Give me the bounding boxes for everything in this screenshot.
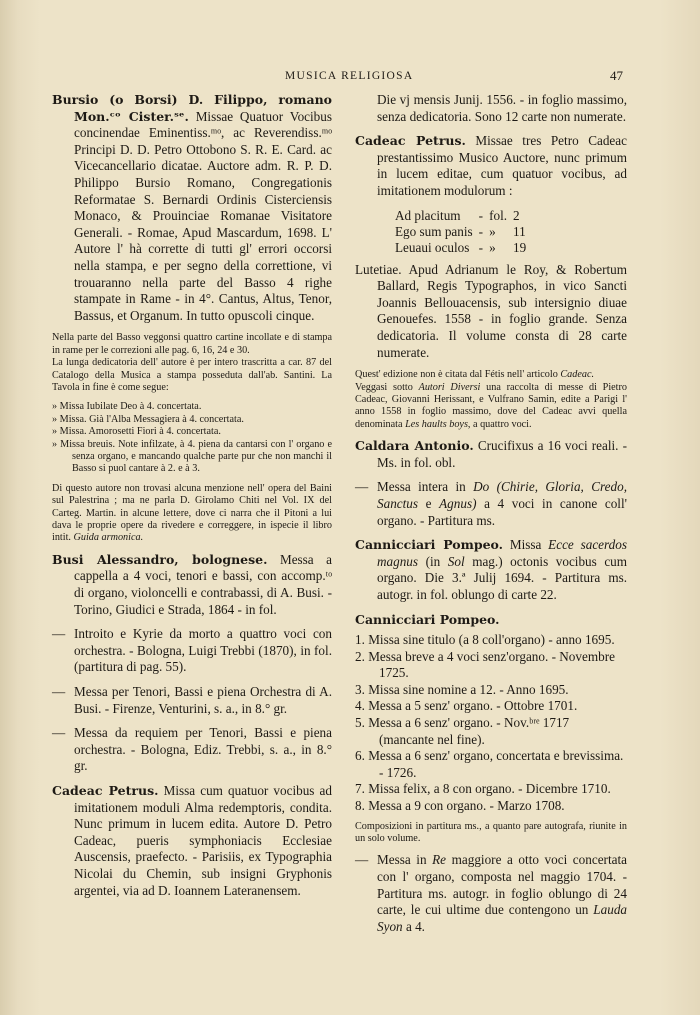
note-block	[355, 821, 627, 846]
list-item: 6. Messa a 6 senz' organo, concertata e brevissima. - 1726.	[355, 748, 624, 780]
table-row: Leuaui oculos - » 19	[395, 239, 527, 255]
entry-cannicciari: Cannicciari Pompeo. Missa Ecce sacerdos magnus (in Sol mag.) octonis vocibus cum organo. Die 3.ª Julij 1694. - Partitura ms. autogr. in fol. oblungo di carte 22.	[355, 537, 628, 602]
list-item: 5. Messa a 6 senz' organo. - Nov.ᵇʳᵉ 1717 (mancante nel fine).	[355, 715, 570, 747]
entry-busi	[52, 552, 332, 618]
list-item: 2. Messa breve a 4 voci senz'organo. - Novembre 1725.	[355, 648, 615, 681]
table-row: Ad placitum - fol. 2	[395, 207, 520, 223]
list-item: » Missa Iubilate Deo à 4. concertata.	[52, 401, 202, 413]
list-item: » Missa. Già l'Alba Messagiera à 4. concertata.	[52, 413, 244, 425]
list-item: 3. Missa sine nomine a 12. - Anno 1695.	[355, 681, 569, 697]
note: Veggasi sotto Autori Diversi una raccolta di messe di Pietro Cadeac, Giovanni Herissant, e Vulfrano Samin, edite a Parigi l' anno 1558 in foglio massimo, dove del Cadeac avvi quella denominata Les haults boys, a quattro voci.	[355, 381, 627, 430]
note-block	[52, 332, 332, 394]
entry-heading: Cadeac Petrus.	[355, 133, 466, 149]
table-row: Ego sum panis - » 11	[395, 223, 526, 239]
incipit-table	[395, 208, 532, 256]
note: Di questo autore non trovasi alcuna menzione nell' opera del Baini sul Palestrina ; ma ne parla D. Girolamo Chiti nel Vol. IX del Carteg. Martin. in alcune lettere, dove ci narra che il Pitoni a lui dava le proprie opere da rivedere e correggere, in ispecie il libro intit. Guida armonica.	[52, 482, 332, 544]
list-item: 7. Missa felix, a 8 con organo. - Dicembre 1710.	[355, 781, 611, 797]
entry-text: Missae tres Petro Cadeac prestantissimo Musico Auctore, nunc primum in lucem editae, cum quatuor vocibus, ad imitationem modulorum :	[377, 133, 627, 198]
entry-text: Messa a cappella a 4 voci, tenori e bassi, con accomp.ᵗᵒ di organo, violoncelli e contrabassi, di A. Busi. - Torino, Giudici e Strada, 1864 - in fol.	[74, 551, 332, 617]
entry-heading: Caldara Antonio.	[355, 438, 474, 454]
note: Composizioni in partitura ms., a quanto pare autografa, riunite in un solo volume.	[355, 820, 627, 845]
left-column	[52, 92, 332, 907]
page-number: 47	[610, 68, 623, 83]
list-item: 1. Missa sine titulo (a 8 coll'organo) - anno 1695.	[355, 632, 615, 648]
running-header: MUSICA RELIGIOSA	[285, 70, 414, 82]
entry-heading: Cannicciari Pompeo.	[355, 611, 500, 627]
entry-text: Missa cum quatuor vocibus ad imitationem moduli Alma redemptoris, condita. Nunc primum in lucem edita. Autore D. Petro Cadeac, pueris symphoniacis Ecclesiae Auscensis, praefecto. - Parisiis, ex Typographia Nicolai du Chemin, sub insigni Gryphonis argentei, via ad D. Ioannem Lateranensem.	[74, 782, 332, 898]
entry-bursio	[52, 92, 332, 324]
entry-heading: Cadeac Petrus.	[52, 782, 159, 798]
entry-dash: — Messa per Tenori, Bassi e piena Orchestra di A. Busi. - Firenze, Venturini, s. a., in 8.° gr.	[52, 684, 332, 717]
entry-text: Crucifixus a 16 voci reali. - Ms. in fol. obl.	[377, 438, 627, 470]
list-item: 4. Messa a 5 senz' organo. - Ottobre 1701.	[355, 698, 578, 714]
entry-cadeac	[355, 133, 627, 199]
entry-dash: — Messa intera in Do (Chirie, Gloria, Credo, Sanctus e Agnus) a 4 voci in canone coll' organo. - Partitura ms.	[355, 479, 627, 529]
entry-cannicciari	[355, 612, 627, 629]
note-block	[355, 369, 627, 431]
works-list	[355, 632, 627, 815]
entry-dash: — Introito e Kyrie da morto a quattro voci con orchestra. - Bologna, Luigi Trebbi (1870), in fol. (partitura di pag. 55).	[52, 626, 332, 676]
entry-caldara	[355, 438, 627, 471]
note: Nella parte del Basso veggonsi quattro cartine incollate e di stampa in rame per le correzioni alle pag. 6, 16, 24 e 30.	[52, 332, 332, 356]
entry-heading: Bursio (o Borsi) D. Filippo, romano Mon.ᶜᵒ Cister.ˢᵉ.	[52, 92, 332, 124]
note: Quest' edizione non è citata dal Fétis nell' articolo Cadeac.	[355, 369, 595, 381]
entry-text: Missae Quatuor Vocibus concinendae Eminentiss.ᵐᵒ, ac Reverendiss.ᵐᵒ Principi D. D. Petro Ottobono S. R. E. Card. ac Vicecancellario dicatae. Auctore adm. R. P. D. Philippo Bursio Romano, Congregationis Reformatae S. Bernardi Ordinis Cisterciensis Monaco, & Prouinciae Romanae Visitatore Generali. - Romae, Apud Mascardum, 1698. L' Autore l' hà corrette di tutti gl' errori occorsi nella stampa, e per segno della correttione, vi trouaranno nella parte del Basso 4 righe stampate in Rame - in 4°. Cantus, Altus, Tenor, Bassus, et Organum. In tutto opuscoli cinque.	[74, 108, 333, 323]
entry-dash: — Messa da requiem per Tenori, Bassi e piena orchestra. - Bologna, Ediz. Trebbi, s. a., in 8.° gr.	[52, 725, 332, 775]
entry-heading: Cannicciari Pompeo.	[355, 537, 504, 553]
entry-cadeac	[52, 783, 332, 899]
entry-text: Lutetiae. Apud Adrianum le Roy, & Robertum Ballard, Regis Typographos, in vico Sancti Joannis Bellouacensis, sub intersignio diuae Genouefes. 1558 - in foglio grande. Senza dedicatoria. Il volume consta di 28 carte numerate.	[355, 261, 627, 360]
list-item: » Missa breuis. Note infilzate, à 4. piena da cantarsi con l' organo e senza organo, e mancando qualche parte pur che non manchi il Basso si puol cantare à 2. e à 3.	[52, 438, 332, 475]
note: La lunga dedicatoria dell' autore è per intero trascritta a car. 87 del Catalogo della Musica a stampa posseduta dall'ab. Santini. La Tavola in fine è come segue:	[52, 357, 332, 393]
note-block	[52, 483, 332, 545]
right-column	[355, 92, 627, 943]
list-item: » Missa. Amorosetti Fiori à 4. concertata.	[52, 426, 221, 438]
list-item: 8. Messa a 9 con organo. - Marzo 1708.	[355, 798, 565, 814]
bullet-list	[52, 401, 332, 475]
entry-dash: — Messa in Re maggiore a otto voci concertata con l' organo, composta nel maggio 1704. - Partitura ms. autogr. in foglio oblungo di 24 carte, le cui ultime due contengono un Lauda Syon a 4.	[355, 852, 627, 935]
entry-heading: Busi Alessandro, bolognese.	[52, 551, 268, 567]
entry-continuation: Die vj mensis Junij. 1556. - in foglio massimo, senza dedicatoria. Sono 12 carte non numerate.	[377, 92, 627, 124]
